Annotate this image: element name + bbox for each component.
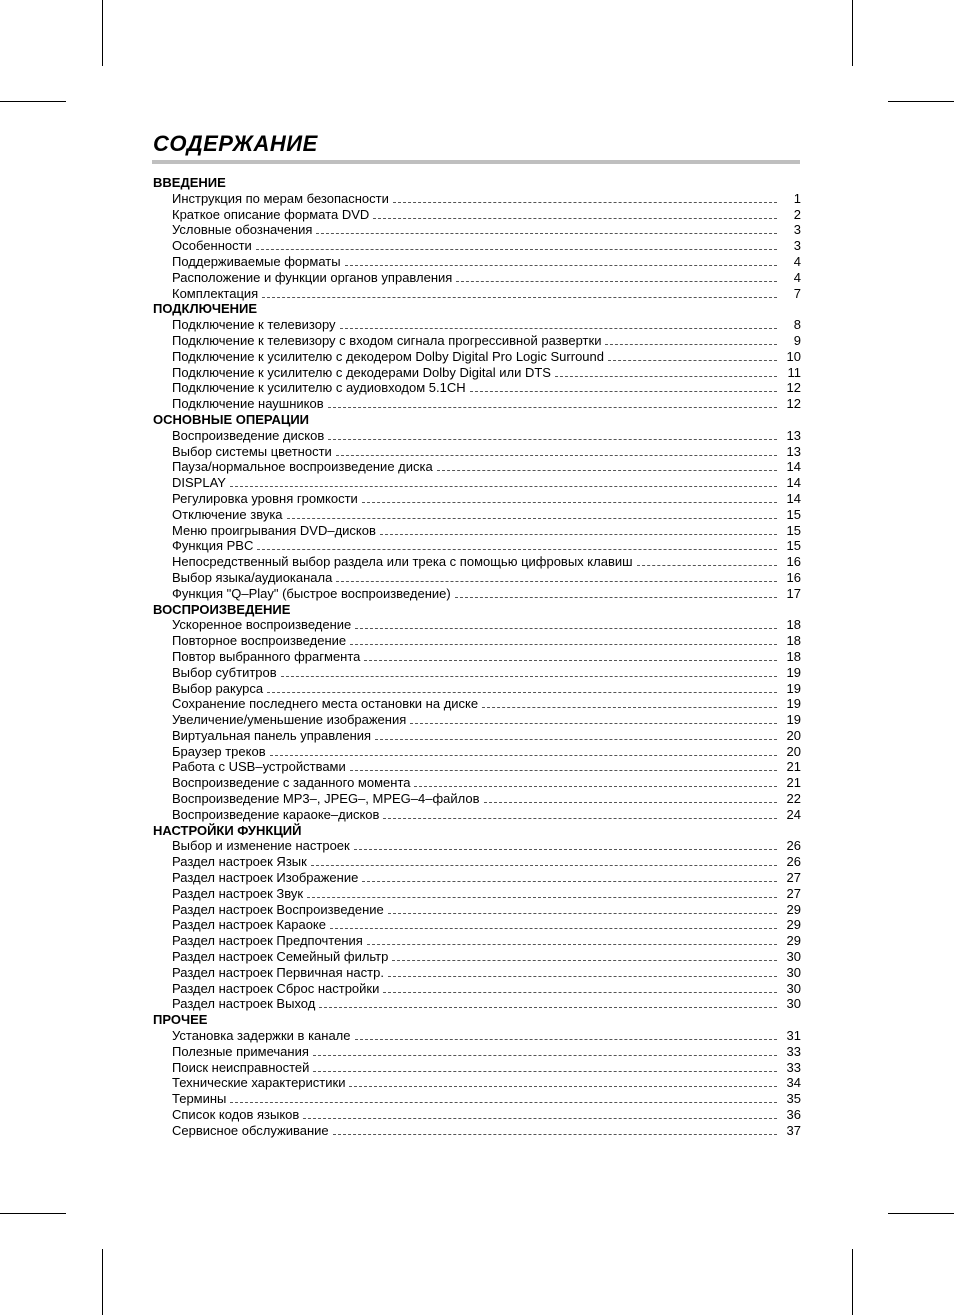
dot-leader xyxy=(362,502,777,503)
toc-entry-title: Раздел настроек Предпочтения xyxy=(172,933,363,949)
toc-entry-page: 37 xyxy=(786,1122,801,1138)
dot-leader xyxy=(383,992,777,993)
toc-entry-page: 1 xyxy=(793,190,801,206)
dot-leader xyxy=(328,439,777,440)
dot-leader xyxy=(380,534,777,535)
toc-entry-page: 33 xyxy=(786,1059,801,1075)
dot-leader xyxy=(336,581,777,582)
toc-entry-title: Повтор выбранного фрагмента xyxy=(172,648,361,664)
toc-entry-title: Краткое описание формата DVD xyxy=(172,206,370,222)
dot-leader xyxy=(388,913,777,914)
toc-entry xyxy=(153,775,801,791)
toc-entry xyxy=(153,870,801,886)
toc-entry xyxy=(153,854,801,870)
dot-leader xyxy=(350,644,777,645)
toc-entry xyxy=(153,665,801,681)
section-heading: ВВЕДЕНИЕ xyxy=(153,175,226,190)
crop-mark xyxy=(888,1213,954,1214)
toc-entry-title: Поиск неисправностей xyxy=(172,1059,310,1075)
toc-entry-title: Функция PBC xyxy=(172,538,254,554)
page-title: СОДЕРЖАНИЕ xyxy=(153,131,318,156)
toc-entry xyxy=(153,759,801,775)
toc-entry xyxy=(153,380,801,396)
toc-entry xyxy=(153,396,801,412)
dot-leader xyxy=(257,549,777,550)
toc-entry-page: 14 xyxy=(786,490,801,506)
toc-entry xyxy=(153,491,801,507)
crop-mark xyxy=(102,1249,103,1315)
dot-leader xyxy=(256,249,777,250)
dot-leader xyxy=(437,470,777,471)
toc-entry xyxy=(153,475,801,491)
section-heading: ВОСПРОИЗВЕДЕНИЕ xyxy=(153,601,291,617)
toc-entry-title: Раздел настроек Семейный фильтр xyxy=(172,949,389,965)
toc-entry xyxy=(153,333,801,349)
toc-entry xyxy=(153,981,801,997)
toc-entry-title: Раздел настроек Выход xyxy=(172,996,316,1012)
crop-mark xyxy=(0,101,66,102)
toc-entry xyxy=(153,1123,801,1139)
toc-entry xyxy=(153,696,801,712)
crop-mark xyxy=(888,101,954,102)
toc-entry xyxy=(153,886,801,902)
dot-leader xyxy=(414,786,777,787)
toc-entry-title: Выбор субтитров xyxy=(172,664,277,680)
toc-entry-title: Установка задержки в канале xyxy=(172,1028,351,1044)
toc-entry xyxy=(153,459,801,475)
toc-entry-page: 35 xyxy=(786,1091,801,1107)
toc-entry-page: 3 xyxy=(793,238,801,254)
crop-mark xyxy=(0,1213,66,1214)
toc-entry-title: Термины xyxy=(172,1091,227,1107)
crop-mark xyxy=(852,1249,853,1315)
toc-entry-title: Воспроизведение дисков xyxy=(172,427,325,443)
toc-entry-title: Раздел настроек Звук xyxy=(172,885,304,901)
dot-leader xyxy=(311,865,777,866)
toc-entry-title: Пауза/нормальное воспроизведение диска xyxy=(172,459,433,475)
toc-entry xyxy=(153,254,801,270)
toc-entry-page: 30 xyxy=(786,996,801,1012)
toc-entry-title: Инструкция по мерам безопасности xyxy=(172,190,389,206)
toc-entry xyxy=(153,507,801,523)
toc-entry-title: Выбор и изменение настроек xyxy=(172,838,350,854)
table-of-contents xyxy=(153,175,801,1139)
toc-entry-title: Условные обозначения xyxy=(172,222,313,238)
toc-entry-page: 9 xyxy=(793,332,801,348)
toc-entry-title: Раздел настроек Язык xyxy=(172,854,307,870)
toc-entry-page: 29 xyxy=(786,917,801,933)
toc-entry xyxy=(153,586,801,602)
toc-entry-title: Повторное воспроизведение xyxy=(172,633,347,649)
toc-entry-title: Технические характеристики xyxy=(172,1075,346,1091)
toc-entry-page: 21 xyxy=(786,775,801,791)
toc-entry-title: Раздел настроек Изображение xyxy=(172,870,359,886)
toc-entry-title: Ускоренное воспроизведение xyxy=(172,617,352,633)
toc-entry-title: Выбор языка/аудиоканала xyxy=(172,569,333,585)
toc-entry-title: Комплектация xyxy=(172,285,259,301)
toc-entry xyxy=(153,712,801,728)
toc-entry xyxy=(153,1060,801,1076)
toc-entry-page: 26 xyxy=(786,838,801,854)
toc-entry-title: Увеличение/уменьшение изображения xyxy=(172,712,407,728)
toc-entry xyxy=(153,728,801,744)
toc-entry-title: Функция "Q–Play" (быстрое воспроизведение) xyxy=(172,585,451,601)
toc-entry-page: 18 xyxy=(786,648,801,664)
dot-leader xyxy=(354,849,777,850)
toc-entry xyxy=(153,349,801,365)
dot-leader xyxy=(367,944,777,945)
toc-entry xyxy=(153,1075,801,1091)
dot-leader xyxy=(456,281,777,282)
toc-entry-title: Сохранение последнего места остановки на диске xyxy=(172,696,479,712)
toc-entry-page: 14 xyxy=(786,459,801,475)
section-heading: ПРОЧЕЕ xyxy=(153,1012,208,1028)
toc-entry xyxy=(153,902,801,918)
dot-leader xyxy=(316,233,777,234)
dot-leader xyxy=(355,628,777,629)
toc-entry xyxy=(153,838,801,854)
dot-leader xyxy=(270,755,777,756)
toc-entry-page: 21 xyxy=(786,759,801,775)
toc-entry-page: 8 xyxy=(793,317,801,333)
toc-entry xyxy=(153,523,801,539)
toc-entry-title: Список кодов языков xyxy=(172,1107,300,1123)
dot-leader xyxy=(355,1039,778,1040)
dot-leader xyxy=(375,739,777,740)
toc-entry-page: 29 xyxy=(786,933,801,949)
toc-entry-page: 13 xyxy=(786,443,801,459)
toc-entry-page: 30 xyxy=(786,980,801,996)
toc-entry-page: 3 xyxy=(793,222,801,238)
toc-entry xyxy=(153,807,801,823)
dot-leader xyxy=(230,1102,777,1103)
toc-entry-title: Поддерживаемые форматы xyxy=(172,253,341,269)
toc-entry-page: 18 xyxy=(786,617,801,633)
dot-leader xyxy=(470,391,777,392)
toc-entry-page: 19 xyxy=(786,712,801,728)
toc-entry-title: Воспроизведение MP3–, JPEG–, MPEG–4–файлов xyxy=(172,791,480,807)
toc-entry xyxy=(153,633,801,649)
toc-entry-page: 19 xyxy=(786,664,801,680)
toc-entry-page: 18 xyxy=(786,633,801,649)
toc-entry-page: 12 xyxy=(786,380,801,396)
toc-entry-page: 22 xyxy=(786,791,801,807)
toc-entry-page: 4 xyxy=(793,269,801,285)
dot-leader xyxy=(383,818,777,819)
toc-entry-title: Воспроизведение с заданного момента xyxy=(172,775,411,791)
toc-entry xyxy=(153,1107,801,1123)
toc-entry-title: Особенности xyxy=(172,238,252,254)
toc-entry-title: Воспроизведение караоке–дисков xyxy=(172,806,380,822)
toc-entry-page: 20 xyxy=(786,727,801,743)
toc-entry-title: Полезные примечания xyxy=(172,1043,309,1059)
toc-entry-page: 12 xyxy=(786,396,801,412)
dot-leader xyxy=(313,1071,777,1072)
dot-leader xyxy=(555,376,777,377)
toc-entry xyxy=(153,238,801,254)
dot-leader xyxy=(392,960,777,961)
toc-entry-page: 15 xyxy=(786,522,801,538)
toc-entry xyxy=(153,286,801,302)
toc-entry xyxy=(153,949,801,965)
toc-entry-title: Браузер треков xyxy=(172,743,266,759)
toc-entry-page: 34 xyxy=(786,1075,801,1091)
toc-entry xyxy=(153,222,801,238)
toc-entry-title: Раздел настроек Воспроизведение xyxy=(172,901,384,917)
dot-leader xyxy=(484,802,777,803)
toc-entry-title: Подключение к усилителю с аудиовходом 5.1CH xyxy=(172,380,466,396)
dot-leader xyxy=(281,676,777,677)
dot-leader xyxy=(362,881,777,882)
toc-entry xyxy=(153,317,801,333)
toc-entry xyxy=(153,365,801,381)
toc-entry-title: Подключение к усилителю с декодером Dolby Digital Pro Logic Surround xyxy=(172,348,604,364)
toc-entry xyxy=(153,570,801,586)
toc-entry-title: Непосредственный выбор раздела или трека с помощью цифровых клавиш xyxy=(172,554,633,570)
toc-entry xyxy=(153,965,801,981)
crop-mark xyxy=(852,0,853,66)
dot-leader xyxy=(319,1007,777,1008)
toc-entry-title: Подключение к телевизору с входом сигнала прогрессивной развертки xyxy=(172,332,602,348)
section-heading: НАСТРОЙКИ ФУНКЦИЙ xyxy=(153,822,302,838)
toc-entry-page: 30 xyxy=(786,964,801,980)
toc-entry-page: 19 xyxy=(786,680,801,696)
dot-leader xyxy=(373,218,777,219)
toc-entry-page: 16 xyxy=(786,554,801,570)
dot-leader xyxy=(482,707,777,708)
toc-entry xyxy=(153,617,801,633)
toc-entry-page: 4 xyxy=(793,253,801,269)
toc-entry-page: 15 xyxy=(786,506,801,522)
dot-leader xyxy=(267,692,777,693)
toc-entry-title: Работа с USB–устройствами xyxy=(172,759,346,775)
dot-leader xyxy=(345,265,777,266)
toc-entry-title: Меню проигрывания DVD–дисков xyxy=(172,522,376,538)
toc-entry-page: 20 xyxy=(786,743,801,759)
toc-entry xyxy=(153,538,801,554)
toc-entry xyxy=(153,554,801,570)
toc-entry-page: 24 xyxy=(786,806,801,822)
dot-leader xyxy=(608,360,777,361)
toc-entry xyxy=(153,207,801,223)
toc-entry-title: Раздел настроек Сброс настройки xyxy=(172,980,380,996)
toc-entry xyxy=(153,744,801,760)
crop-mark xyxy=(102,0,103,66)
toc-entry-page: 29 xyxy=(786,901,801,917)
toc-entry-title: Виртуальная панель управления xyxy=(172,727,372,743)
toc-entry xyxy=(153,1028,801,1044)
dot-leader xyxy=(336,455,777,456)
toc-entry-title: Регулировка уровня громкости xyxy=(172,490,358,506)
dot-leader xyxy=(349,1086,777,1087)
toc-entry xyxy=(153,191,801,207)
toc-entry-page: 14 xyxy=(786,475,801,491)
toc-entry xyxy=(153,428,801,444)
dot-leader xyxy=(262,297,777,298)
dot-leader xyxy=(333,1134,777,1135)
toc-entry xyxy=(153,1044,801,1060)
toc-entry-page: 26 xyxy=(786,854,801,870)
dot-leader xyxy=(330,928,777,929)
toc-entry-title: Подключение к усилителю с декодерами Dolby Digital или DTS xyxy=(172,364,551,380)
dot-leader xyxy=(307,897,777,898)
dot-leader xyxy=(605,344,777,345)
toc-entry-title: Сервисное обслуживание xyxy=(172,1122,329,1138)
toc-entry xyxy=(153,791,801,807)
dot-leader xyxy=(350,770,777,771)
toc-entry-page: 33 xyxy=(786,1043,801,1059)
toc-entry-title: Выбор ракурса xyxy=(172,680,264,696)
dot-leader xyxy=(230,486,777,487)
toc-entry-title: Подключение к телевизору xyxy=(172,317,336,333)
dot-leader xyxy=(340,328,777,329)
dot-leader xyxy=(388,976,777,977)
toc-entry xyxy=(153,917,801,933)
toc-entry-page: 36 xyxy=(786,1107,801,1123)
dot-leader xyxy=(393,202,777,203)
toc-entry-page: 15 xyxy=(786,538,801,554)
toc-entry-page: 27 xyxy=(786,870,801,886)
dot-leader xyxy=(364,660,777,661)
toc-entry-page: 11 xyxy=(787,364,801,380)
toc-entry xyxy=(153,444,801,460)
dot-leader xyxy=(287,518,777,519)
dot-leader xyxy=(637,565,777,566)
section-heading: ПОДКЛЮЧЕНИЕ xyxy=(153,301,258,317)
dot-leader xyxy=(455,597,777,598)
toc-entry-page: 31 xyxy=(786,1028,801,1044)
toc-entry-page: 2 xyxy=(793,206,801,222)
toc-entry xyxy=(153,996,801,1012)
toc-entry-title: Подключение наушников xyxy=(172,396,324,412)
toc-entry-title: Раздел настроек Караоке xyxy=(172,917,326,933)
title-rule xyxy=(152,160,800,164)
toc-entry-page: 27 xyxy=(786,885,801,901)
toc-entry-page: 16 xyxy=(786,569,801,585)
toc-entry-title: DISPLAY xyxy=(172,475,226,491)
toc-entry-page: 13 xyxy=(786,427,801,443)
dot-leader xyxy=(313,1055,777,1056)
dot-leader xyxy=(328,407,777,408)
toc-entry xyxy=(153,649,801,665)
toc-entry xyxy=(153,1091,801,1107)
toc-entry-title: Раздел настроек Первичная настр. xyxy=(172,964,384,980)
toc-entry-title: Расположение и функции органов управления xyxy=(172,269,453,285)
toc-entry-title: Отключение звука xyxy=(172,506,283,522)
dot-leader xyxy=(410,723,777,724)
toc-entry-page: 17 xyxy=(786,585,801,601)
toc-entry-page: 7 xyxy=(793,285,801,301)
toc-entry-page: 10 xyxy=(786,348,801,364)
toc-entry xyxy=(153,270,801,286)
section-heading: ОСНОВНЫЕ ОПЕРАЦИИ xyxy=(153,411,310,427)
dot-leader xyxy=(303,1118,777,1119)
toc-entry-title: Выбор системы цветности xyxy=(172,443,332,459)
toc-entry-page: 19 xyxy=(786,696,801,712)
toc-entry xyxy=(153,933,801,949)
toc-entry-page: 30 xyxy=(786,949,801,965)
toc-entry xyxy=(153,681,801,697)
